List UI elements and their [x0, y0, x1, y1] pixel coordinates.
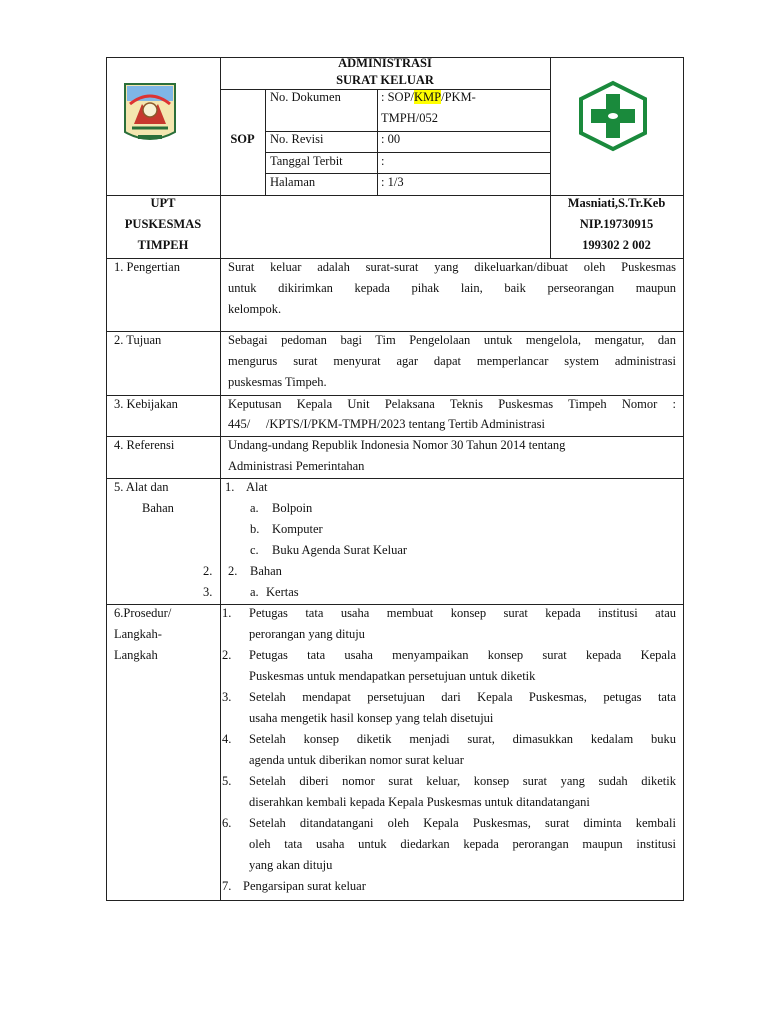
procedure-step: Setelah konsep diketik menjadi surat, dimasukkan kedalam buku: [249, 732, 676, 746]
list-number: 2.: [203, 564, 213, 578]
pengertian-text: Surat keluar adalah surat-surat yang dikeluarkan/dibuat oleh Puskesmas: [228, 260, 676, 274]
alat-item: Komputer: [272, 522, 323, 536]
procedure-step: agenda untuk diberikan nomor surat keluar: [249, 753, 464, 767]
procedure-step: Setelah mendapat persetujuan dari Kepala Puskesmas, petugas tata: [249, 690, 676, 704]
page-label: Halaman: [270, 175, 316, 189]
tujuan-text: mengurus surat menyurat agar dapat memperlancar system administrasi: [228, 354, 676, 368]
list-number: 3.: [203, 585, 213, 599]
pengertian-text: kelompok.: [228, 302, 282, 316]
signer-nip: NIP.19730915: [579, 217, 654, 231]
section-label-kebijakan: 3. Kebijakan: [114, 397, 178, 411]
kebijakan-text: 445/ /KPTS/I/PKM-TMPH/2023 tentang Tertib Administrasi: [228, 417, 545, 431]
label-column-rule: [220, 57, 221, 901]
step-number: 3.: [222, 690, 232, 704]
unit-name-line3: TIMPEH: [137, 238, 189, 252]
procedure-step: oleh tata usaha untuk diedarkan kepada perorangan maupun institusi: [249, 837, 676, 851]
revision-value: : 00: [381, 132, 401, 146]
step-number: 7.: [222, 879, 232, 893]
procedure-step: Pengarsipan surat keluar: [243, 879, 366, 893]
section-label-tujuan: 2. Tujuan: [114, 333, 162, 347]
alat-item: Buku Agenda Surat Keluar: [272, 543, 408, 557]
procedure-step: Setelah ditandatangani oleh Kepala Puskesmas, surat diminta kembali: [249, 816, 676, 830]
doc-number-value-line2: TMPH/052: [381, 111, 438, 125]
border-bottom: [106, 900, 684, 901]
referensi-text: Administrasi Pemerintahan: [228, 459, 365, 473]
procedure-step: Petugas tata usaha membuat konsep surat kepada institusi atau: [249, 606, 676, 620]
section-label-bahan: Bahan: [142, 501, 174, 515]
tujuan-text: puskesmas Timpeh.: [228, 375, 327, 389]
list-marker: c.: [250, 543, 259, 557]
alat-item: Bolpoin: [272, 501, 313, 515]
list-number: 2.: [228, 564, 238, 578]
section-label-referensi: 4. Referensi: [114, 438, 175, 452]
pengertian-text: untuk dikirimkan kepada pihak lain, baik perseorangan maupun: [228, 281, 676, 295]
procedure-step: Puskesmas untuk mendapatkan persetujuan untuk diketik: [249, 669, 536, 683]
section-label-prosedur: 6.Prosedur/: [114, 606, 172, 620]
list-number: 1.: [225, 480, 235, 494]
doc-number-value: : SOP/KMP/PKM-: [381, 90, 476, 104]
procedure-step: usaha mengetik hasil konsep yang telah disetujui: [249, 711, 494, 725]
unit-name-line1: UPT: [150, 196, 176, 210]
signer-nip-cont: 199302 2 002: [582, 238, 651, 252]
step-number: 2.: [222, 648, 232, 662]
referensi-text: Undang-undang Republik Indonesia Nomor 30 Tahun 2014 tentang: [228, 438, 566, 452]
signer-name: Masniati,S.Tr.Keb: [567, 196, 666, 210]
step-number: 1.: [222, 606, 232, 620]
document-title-line2: SURAT KELUAR: [336, 73, 434, 87]
border-right: [683, 57, 684, 901]
procedure-step: perorangan yang dituju: [249, 627, 365, 641]
sop-label: SOP: [230, 132, 255, 146]
bahan-item: Kertas: [266, 585, 299, 599]
doc-number-label: No. Dokumen: [270, 90, 341, 104]
section-label-prosedur: Langkah-: [114, 627, 162, 641]
revision-label: No. Revisi: [270, 132, 324, 146]
document-title-line1: ADMINISTRASI: [338, 56, 432, 70]
list-marker: a.: [250, 501, 259, 515]
procedure-step: yang akan dituju: [249, 858, 333, 872]
regency-crest-logo: [120, 80, 180, 146]
list-marker: a.: [250, 585, 259, 599]
step-number: 4.: [222, 732, 232, 746]
procedure-step: Setelah diberi nomor surat keluar, konsep surat yang sudah diketik: [249, 774, 676, 788]
section-label-alat: 5. Alat dan: [114, 480, 169, 494]
unit-name-line2: PUSKESMAS: [124, 217, 202, 231]
alat-title: Alat: [246, 480, 268, 494]
issue-date-value: :: [381, 154, 385, 168]
bahan-title: Bahan: [250, 564, 282, 578]
section-rule: [106, 478, 684, 479]
issue-date-label: Tanggal Terbit: [270, 154, 343, 168]
section-label-pengertian: 1. Pengertian: [114, 260, 180, 274]
section-label-prosedur: Langkah: [114, 648, 158, 662]
procedure-step: diserahkan kembali kepada Kepala Puskesmas untuk ditandatangani: [249, 795, 590, 809]
field-rule: [377, 89, 378, 196]
border-left: [106, 57, 107, 901]
step-number: 5.: [222, 774, 232, 788]
step-number: 6.: [222, 816, 232, 830]
puskesmas-logo: [576, 80, 650, 152]
procedure-step: Petugas tata usaha menyampaikan konsep surat kepada Kepala: [249, 648, 676, 662]
kebijakan-text: Keputusan Kepala Unit Pelaksana Teknis Puskesmas Timpeh Nomor :: [228, 397, 676, 411]
highlighted-code: KMP: [414, 90, 442, 104]
page-value: : 1/3: [381, 175, 404, 189]
sop-rule: [265, 89, 266, 196]
tujuan-text: Sebagai pedoman bagi Tim Pengelolaan untuk mengelola, mengatur, dan: [228, 333, 676, 347]
list-marker: b.: [250, 522, 260, 536]
